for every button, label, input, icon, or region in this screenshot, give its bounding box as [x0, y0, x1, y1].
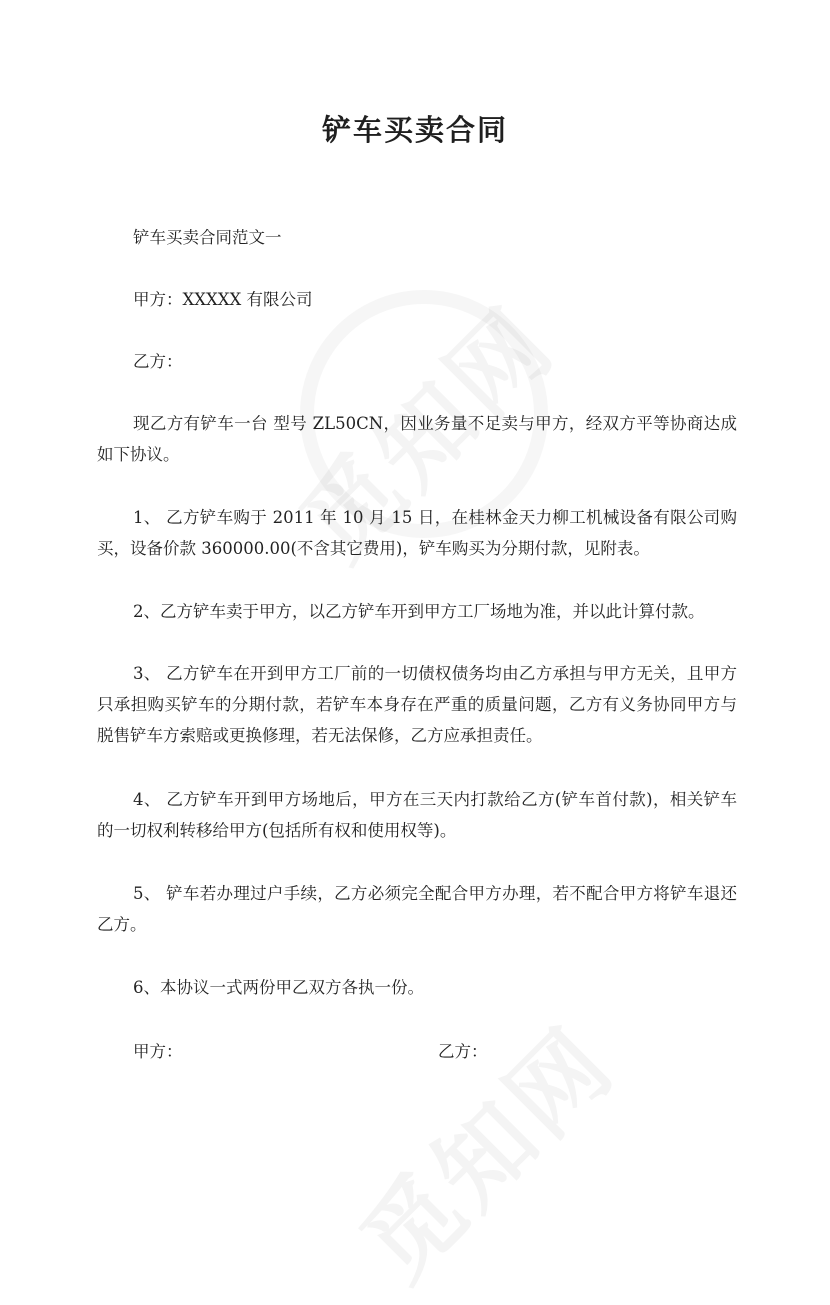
clause-2: 2、乙方铲车卖于甲方，以乙方铲车开到甲方工厂场地为准，并以此计算付款。 — [133, 602, 705, 621]
clause-5: 5、 铲车若办理过户手续，乙方必须完全配合甲方办理，若不配合甲方将铲车退还乙方。 — [97, 884, 737, 934]
document-title: 铲车买卖合同 — [321, 113, 508, 147]
clause-1: 1、 乙方铲车购于 2011 年 10 月 15 日，在桂林金天力柳工机械设备有限公司购买，设备价款 360000.00(不含其它费用)，铲车购买为分期付款，见附表。 — [97, 508, 737, 558]
clause-3: 3、 乙方铲车在开到甲方工厂前的一切债权债务均由乙方承担与甲方无关，且甲方只承担购买铲车的分期付款，若铲车本身存在严重的质量问题，乙方有义务协同甲方与脱售铲车方索赔或更换修理，若无法保修，乙方应承担责任。 — [97, 664, 737, 745]
signature-party-a: 甲方： — [133, 1042, 183, 1061]
signature-party-b: 乙方： — [438, 1042, 488, 1061]
document-subtitle: 铲车买卖合同范文一 — [133, 228, 282, 247]
intro-paragraph: 现乙方有铲车一台 型号 ZL50CN，因业务量不足卖与甲方，经双方平等协商达成如下协议。 — [97, 414, 737, 464]
party-a-line: 甲方：XXXXX 有限公司 — [133, 290, 313, 309]
clause-4: 4、 乙方铲车开到甲方场地后，甲方在三天内打款给乙方(铲车首付款)，相关铲车的一切权利转移给甲方(包括所有权和使用权等)。 — [97, 790, 737, 840]
party-b-line: 乙方： — [133, 352, 183, 371]
clause-6: 6、本协议一式两份甲乙双方各执一份。 — [133, 978, 424, 997]
